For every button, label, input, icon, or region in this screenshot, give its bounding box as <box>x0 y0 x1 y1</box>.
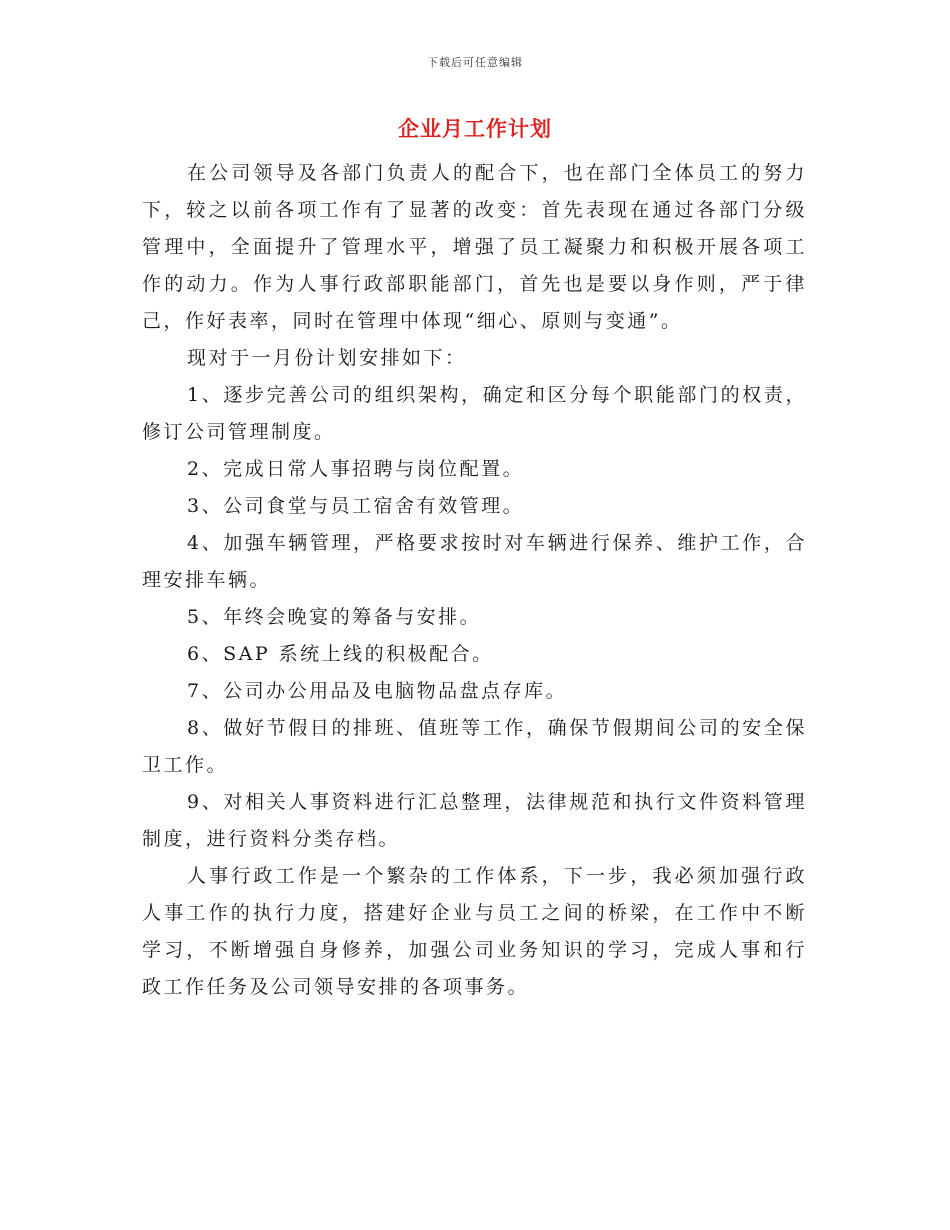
plan-item-5: 5、年终会晚宴的筹备与安排。 <box>187 606 482 628</box>
document-body <box>142 155 807 1006</box>
plan-item-3: 3、公司食堂与员工宿舍有效管理。 <box>187 495 525 517</box>
plan-heading-paragraph: 现对于一月份计划安排如下： <box>187 347 467 369</box>
intro-paragraph: 在公司领导及各部门负责人的配合下，也在部门全体员工的努力下，较之以前各项工作有了显著的改变：首先表现在通过各部门分级管理中，全面提升了管理水平，增强了员工凝聚力和积极开展各项工作的动力。作为人事行政部职能部门，首先也是要以身作则，严于律己，作好表率，同时在管理中体现“细心、原则与变通”。 <box>142 162 807 332</box>
closing-paragraph: 人事行政工作是一个繁杂的工作体系，下一步，我必须加强行政人事工作的执行力度，搭建好企业与员工之间的桥梁，在工作中不断学习，不断增强自身修养，加强公司业务知识的学习，完成人事和行政工作任务及公司领导安排的各项事务。 <box>142 865 807 998</box>
plan-item-2: 2、完成日常人事招聘与岗位配置。 <box>187 458 525 480</box>
plan-item-4: 4、加强车辆管理，严格要求按时对车辆进行保养、维护工作，合理安排车辆。 <box>142 532 807 591</box>
document-title: 企业月工作计划 <box>398 116 552 141</box>
plan-item-1: 1、逐步完善公司的组织架构，确定和区分每个职能部门的权责，修订公司管理制度。 <box>142 384 807 443</box>
plan-item-8: 8、做好节假日的排班、值班等工作，确保节假期间公司的安全保卫工作。 <box>142 717 807 776</box>
header-note: 下载后可任意编辑 <box>427 56 523 69</box>
plan-item-7: 7、公司办公用品及电脑物品盘点存库。 <box>187 680 568 702</box>
plan-item-9: 9、对相关人事资料进行汇总整理，法律规范和执行文件资料管理制度，进行资料分类存档。 <box>142 791 807 850</box>
plan-item-6: 6、SAP 系统上线的积极配合。 <box>187 643 494 665</box>
